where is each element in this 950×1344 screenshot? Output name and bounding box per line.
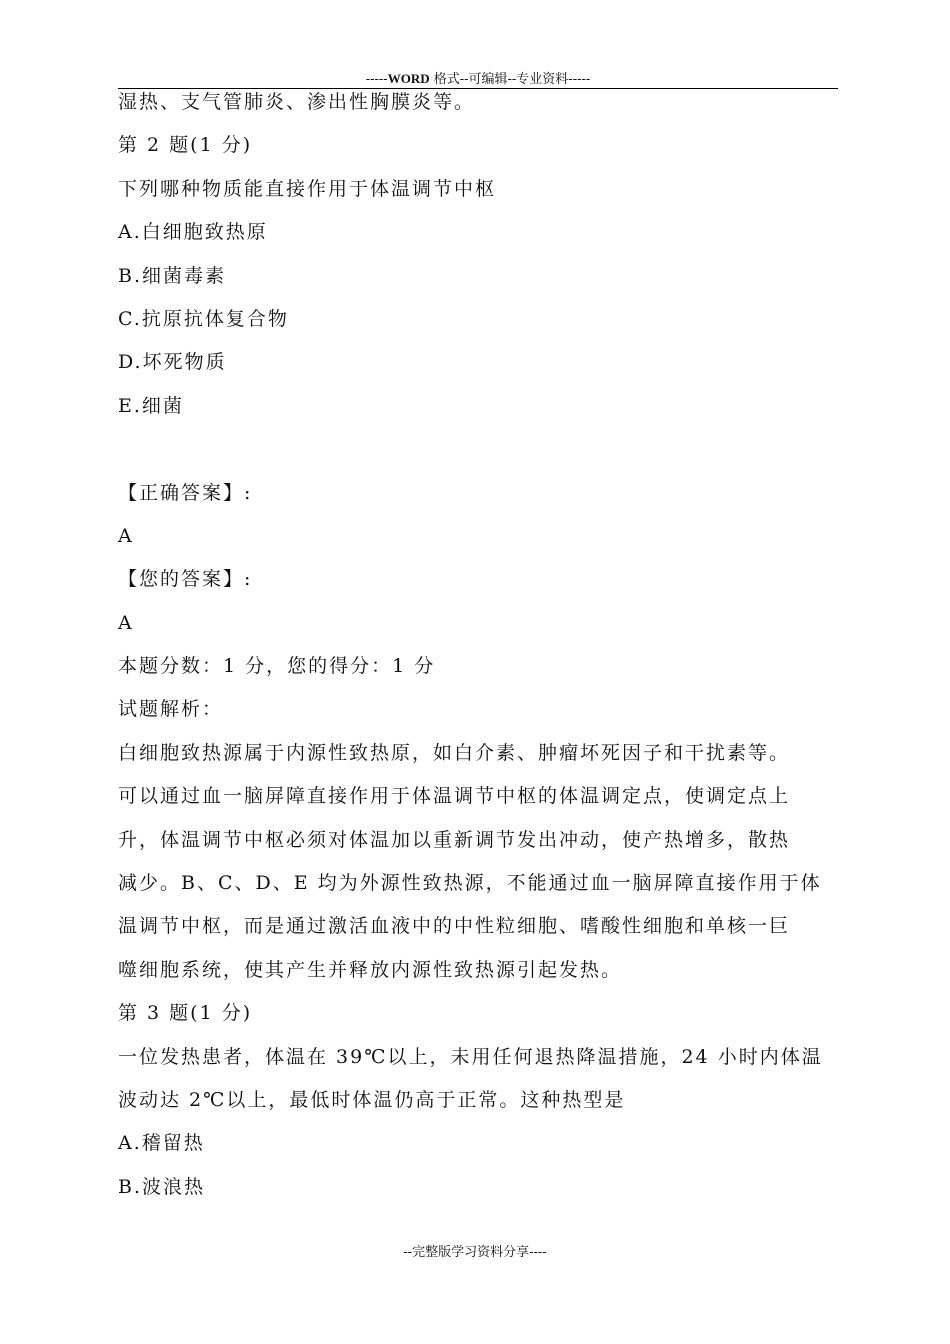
page-footer: --完整版学习资料分享---- bbox=[403, 1245, 547, 1260]
analysis-label: 试题解析： bbox=[118, 698, 224, 721]
analysis-text-line: 白细胞致热源属于内源性致热原，如白介素、肿瘤坏死因子和干扰素等。 bbox=[118, 741, 791, 764]
your-answer-label: 【您的答案】: bbox=[118, 568, 253, 591]
option-a: A.稽留热 bbox=[118, 1132, 205, 1155]
analysis-text-line: 温调节中枢，而是通过激活血液中的中性粒细胞、嗜酸性细胞和单核一巨 bbox=[118, 915, 791, 938]
analysis-text-line: 减少。B、C、D、E 均为外源性致热源，不能通过血一脑屏障直接作用于体 bbox=[118, 872, 822, 895]
header-text: 格式--可编辑--专业资料----- bbox=[429, 72, 591, 87]
analysis-text-line: 可以通过血一脑屏障直接作用于体温调节中枢的体温调定点，使调定点上 bbox=[118, 785, 791, 808]
option-b: B.细菌毒素 bbox=[118, 264, 227, 287]
option-e: E.细菌 bbox=[118, 394, 184, 417]
header-prefix: ----- bbox=[365, 72, 388, 87]
option-c: C.抗原抗体复合物 bbox=[118, 307, 289, 330]
document-body bbox=[118, 81, 838, 1209]
option-b: B.波浪热 bbox=[118, 1175, 206, 1198]
analysis-text-line: 噬细胞系统，使其产生并释放内源性致热源引起发热。 bbox=[118, 958, 623, 981]
question-3-title: 第 3 题(1 分) bbox=[118, 1002, 253, 1025]
your-answer-value: A bbox=[118, 611, 134, 634]
blank-line bbox=[118, 428, 838, 471]
analysis-text-line: 升，体温调节中枢必须对体温加以重新调节发出冲动，使产热增多，散热 bbox=[118, 828, 791, 851]
correct-answer-value: A bbox=[118, 524, 134, 547]
question-3-stem: 一位发热患者，体温在 39℃以上，未用任何退热降温措施，24 小时内体温 bbox=[118, 1045, 823, 1068]
option-d: D.坏死物质 bbox=[118, 351, 227, 374]
text-line: 湿热、支气管肺炎、渗出性胸膜炎等。 bbox=[118, 91, 476, 113]
question-3-stem: 波动达 2℃以上，最低时体温仍高于正常。这种热型是 bbox=[118, 1088, 626, 1111]
header-brand: WORD bbox=[387, 71, 430, 86]
question-2-stem: 下列哪种物质能直接作用于体温调节中枢 bbox=[118, 177, 497, 200]
question-2-title: 第 2 题(1 分) bbox=[118, 134, 253, 157]
correct-answer-label: 【正确答案】: bbox=[118, 481, 253, 504]
score-line: 本题分数：1 分，您的得分：1 分 bbox=[118, 655, 436, 678]
option-a: A.白细胞致热原 bbox=[118, 221, 268, 244]
